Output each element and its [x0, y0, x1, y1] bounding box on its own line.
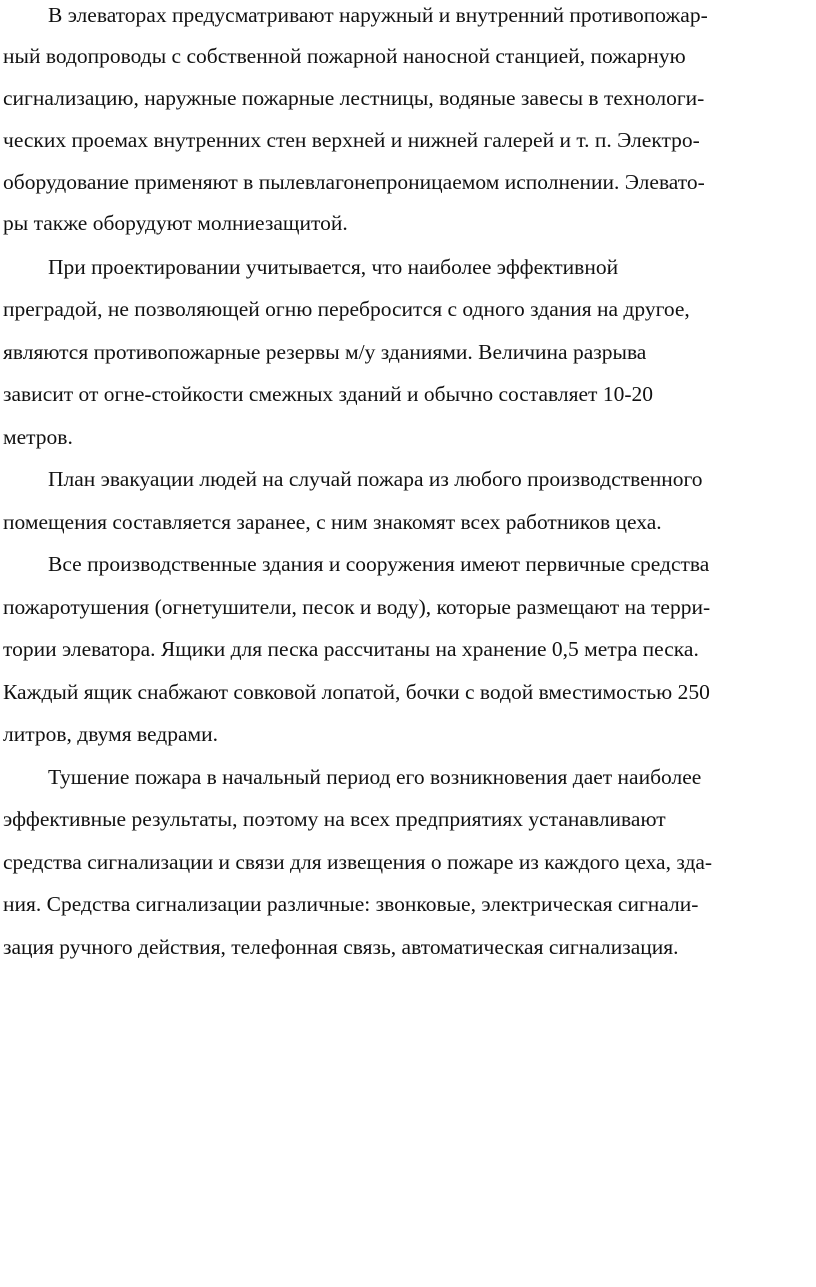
text-line: ческих проемах внутренних стен верхней и нижней галерей и т. п. Электро- — [3, 128, 700, 152]
text-line: ры также оборудуют молниезащитой. — [3, 211, 348, 235]
text-line: Все производственные здания и сооружения имеют первичные средства — [48, 552, 710, 576]
text-line: тории элеватора. Ящики для песка рассчитаны на хранение 0,5 метра песка. — [3, 637, 699, 661]
text-line: помещения составляется заранее, с ним знакомят всех работников цеха. — [3, 510, 662, 534]
text-line: средства сигнализации и связи для извещения о пожаре из каждого цеха, зда- — [3, 850, 713, 874]
text-line: Тушение пожара в начальный период его возникновения дает наиболее — [48, 765, 702, 789]
text-line: ния. Средства сигнализации различные: звонковые, электрическая сигнали- — [3, 892, 699, 916]
text-line: являются противопожарные резервы м/у зданиями. Величина разрыва — [3, 340, 647, 364]
text-line: сигнализацию, наружные пожарные лестницы, водяные завесы в технологи- — [3, 86, 705, 110]
text-line: При проектировании учитывается, что наиболее эффективной — [48, 255, 619, 279]
text-line: оборудование применяют в пылевлагонепроницаемом исполнении. Элевато- — [3, 170, 705, 194]
text-line: пожаротушения (огнетушители, песок и воду), которые размещают на терри- — [3, 595, 711, 619]
text-line: метров. — [3, 425, 73, 449]
text-line: ный водопроводы с собственной пожарной наносной станцией, пожарную — [3, 44, 686, 68]
text-line: Каждый ящик снабжают совковой лопатой, бочки с водой вместимостью 250 — [3, 680, 710, 704]
text-line: План эвакуации людей на случай пожара из любого производственного — [48, 467, 703, 491]
text-line: зация ручного действия, телефонная связь, автоматическая сигнализация. — [3, 935, 679, 959]
text-line: литров, двумя ведрами. — [3, 722, 218, 746]
text-line: зависит от огне-стойкости смежных зданий и обычно составляет 10-20 — [3, 382, 653, 406]
text-line: преградой, не позволяющей огню перебросится с одного здания на другое, — [3, 297, 690, 321]
text-line: В элеваторах предусматривают наружный и внутренний противопожар- — [48, 3, 708, 27]
text-line: эффективные результаты, поэтому на всех предприятиях устанавливают — [3, 807, 666, 831]
